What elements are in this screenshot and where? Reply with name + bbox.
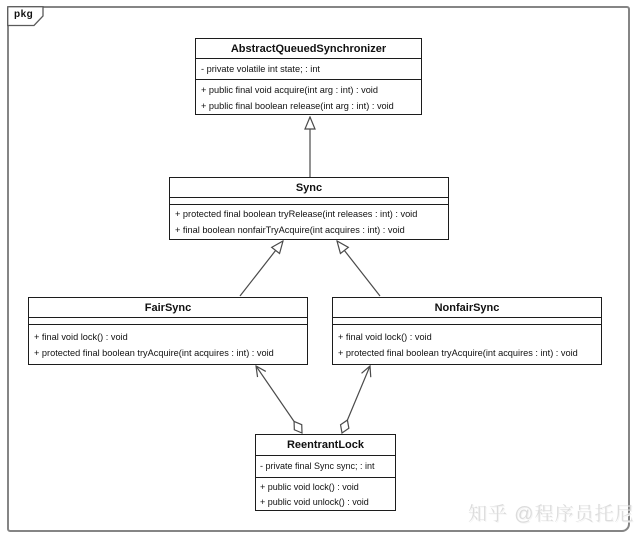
watermark: 知乎 @程序员托尼 bbox=[468, 504, 635, 525]
class-box-fair-sync bbox=[28, 297, 308, 365]
method: + final void lock() : void bbox=[34, 332, 128, 342]
methods-compartment bbox=[170, 204, 448, 239]
attributes-compartment-empty bbox=[29, 317, 307, 324]
methods-compartment bbox=[256, 477, 395, 510]
class-box-reentrant-lock bbox=[255, 434, 396, 511]
class-name: NonfairSync bbox=[434, 301, 500, 314]
method: + public final void acquire(int arg : int) : void bbox=[201, 85, 378, 95]
method: + final void lock() : void bbox=[338, 332, 432, 342]
method: + final boolean nonfairTryAcquire(int acquires : int) : void bbox=[175, 225, 405, 235]
class-box-nonfair-sync bbox=[332, 297, 602, 365]
methods-compartment bbox=[333, 324, 601, 364]
attributes-compartment bbox=[256, 455, 395, 477]
methods-compartment bbox=[29, 324, 307, 364]
method: + protected final boolean tryAcquire(int acquires : int) : void bbox=[34, 348, 274, 358]
attributes-compartment-empty bbox=[170, 197, 448, 204]
class-name: AbstractQueuedSynchronizer bbox=[230, 42, 387, 55]
method: + public void unlock() : void bbox=[260, 497, 369, 507]
method: + public final boolean release(int arg : int) : void bbox=[201, 101, 394, 111]
attributes-compartment-empty bbox=[333, 317, 601, 324]
class-name: ReentrantLock bbox=[286, 439, 365, 451]
package-tab-label: pkg bbox=[14, 9, 34, 20]
class-name: FairSync bbox=[144, 301, 192, 314]
method: + protected final boolean tryRelease(int releases : int) : void bbox=[175, 209, 418, 219]
attribute: - private final Sync sync; : int bbox=[260, 461, 375, 471]
attribute: - private volatile int state; : int bbox=[201, 64, 320, 74]
class-name: Sync bbox=[295, 181, 323, 194]
class-box-sync bbox=[169, 177, 449, 240]
method: + public void lock() : void bbox=[260, 482, 359, 492]
method: + protected final boolean tryAcquire(int acquires : int) : void bbox=[338, 348, 578, 358]
attributes-compartment bbox=[196, 58, 421, 79]
methods-compartment bbox=[196, 79, 421, 114]
class-box-abstract-queued-synchronizer bbox=[195, 38, 422, 115]
